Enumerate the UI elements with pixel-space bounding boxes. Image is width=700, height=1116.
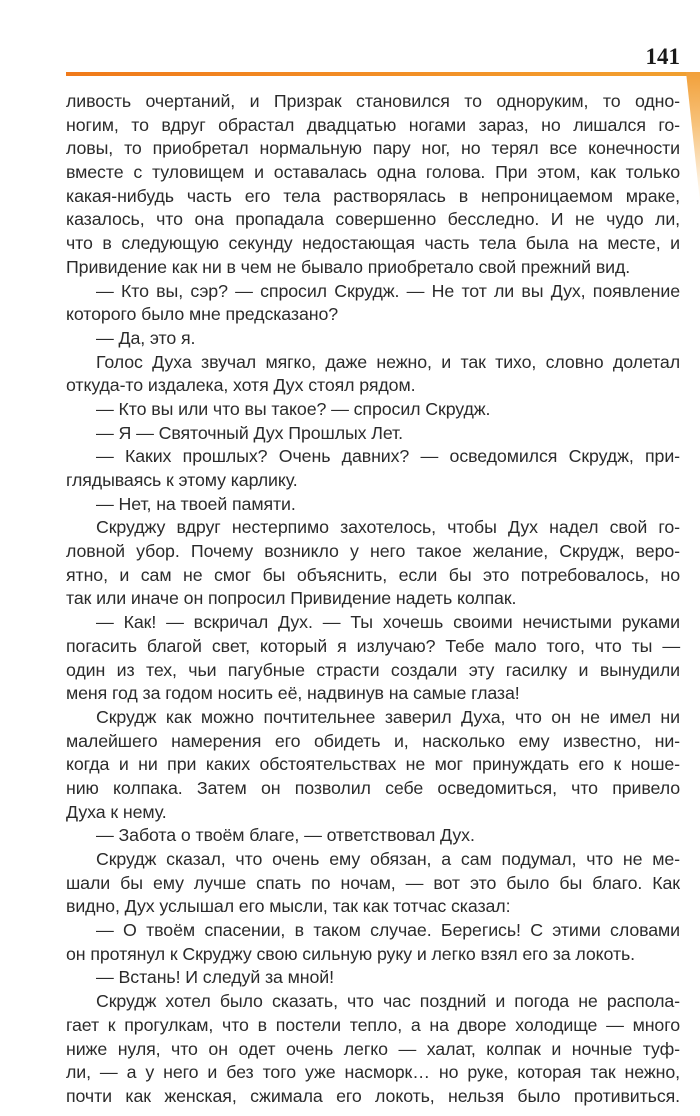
text-line: ловной убор. Почему возникло у него такое желание, Скрудж, веро- <box>66 541 680 562</box>
text-line: казалось, что она пропадала совершенно бесследно. И не чудо ли, <box>66 209 680 230</box>
text-line: гает к прогулкам, что в постели тепло, а на дворе холодище — много <box>66 1014 680 1035</box>
text-line: Голос Духа звучал мягко, даже нежно, и так тихо, словно долетал <box>96 351 680 372</box>
header-rule <box>66 72 700 76</box>
text-line: — Кто вы или что вы такое? — спросил Скрудж. <box>96 398 491 419</box>
text-line: Привидение как ни в чем не бывало приобретало свой прежний вид. <box>66 256 631 277</box>
text-line: Скрудж сказал, что очень ему обязан, а сам подумал, что не ме- <box>96 849 680 869</box>
text-line: ли, — а у него и без того уже насморк… но руке, которая так нежно, <box>66 1062 680 1083</box>
text-line: видно, Дух услышал его мысли, так как тотчас сказал: <box>66 896 511 917</box>
text-line: которого было мне предсказано? <box>66 304 339 325</box>
text-line: ливость очертаний, и Призрак становился то одноруким, то одно- <box>66 91 680 111</box>
text-line: — Как! — вскричал Дух. — Ты хочешь своими нечистыми руками <box>96 612 680 633</box>
text-line: вместе с туловищем и оставалась одна голова. При этом, как только <box>66 162 680 183</box>
text-line: откуда-то издалека, хотя Дух стоял рядом. <box>66 375 416 396</box>
text-line: — О твоём спасении, в таком случае. Берегись! С этими словами <box>96 920 680 941</box>
text-line: — Да, это я. <box>96 327 196 348</box>
text-line: один из тех, чьи пагубные страсти создали эту гасилку и вынудили <box>66 659 680 680</box>
text-line: когда и ни при каких обстоятельствах не мог принуждать его к ноше- <box>66 754 680 775</box>
text-line: ногим, то вдруг обрастал двадцатью ногами зараз, но лишался го- <box>66 114 680 135</box>
body-text <box>66 90 680 1109</box>
text-line: — Нет, на твоей памяти. <box>96 493 296 514</box>
text-line: малейшего намерения его обидеть и, насколько ему известно, ни- <box>66 730 680 751</box>
text-line: Духа к нему. <box>66 801 167 822</box>
page-number: 141 <box>645 44 680 69</box>
text-line: меня год за годом носить её, надвинув на самые глаза! <box>66 683 520 704</box>
text-line: ятно, и сам не смог бы объяснить, если бы это потребовалось, но <box>66 564 680 585</box>
text-line: глядываясь к этому карлику. <box>66 470 298 490</box>
text-line: — Забота о твоём благе, — ответствовал Дух. <box>96 825 475 846</box>
text-line: Скрудж как можно почтительнее заверил Духа, что он не имел ни <box>96 706 680 727</box>
text-line: погасить благой свет, который я излучаю? Тебе мало того, что ты — <box>66 635 680 656</box>
text-line: — Кто вы, сэр? — спросил Скрудж. — Не тот ли вы Дух, появление <box>96 280 680 301</box>
text-line: ловы, то приобретал нормальную пару ног, но терял все конечности <box>66 138 680 159</box>
text-line: Скрудж хотел было сказать, что час поздний и погода не распола- <box>96 991 680 1012</box>
text-line: так или иначе он попросил Привидение надеть колпак. <box>66 588 517 609</box>
text-line: почти как женская, сжимала его локоть, нельзя было противиться. <box>66 1085 680 1106</box>
header-corner-fold <box>686 72 700 202</box>
text-line: — Каких прошлых? Очень давних? — осведомился Скрудж, при- <box>96 446 680 467</box>
text-line: нию колпака. Затем он позволил себе осведомиться, что привело <box>66 777 680 798</box>
text-line: — Я — Святочный Дух Прошлых Лет. <box>96 422 403 443</box>
text-line: Скруджу вдруг нестерпимо захотелось, чтобы Дух надел свой го- <box>96 517 680 538</box>
text-line: он протянул к Скруджу свою сильную руку и легко взял его за локоть. <box>66 943 636 964</box>
text-line: какая-нибудь часть его тела растворялась в непроницаемом мраке, <box>66 185 680 206</box>
text-line: что в следующую секунду недостающая часть тела была на месте, и <box>66 233 680 254</box>
text-line: шали бы ему лучше спать по ночам, — вот это было бы благо. Как <box>66 872 680 893</box>
text-line: — Встань! И следуй за мной! <box>96 967 334 988</box>
text-line: ниже нуля, что он одет очень легко — халат, колпак и ночные туф- <box>66 1038 680 1059</box>
